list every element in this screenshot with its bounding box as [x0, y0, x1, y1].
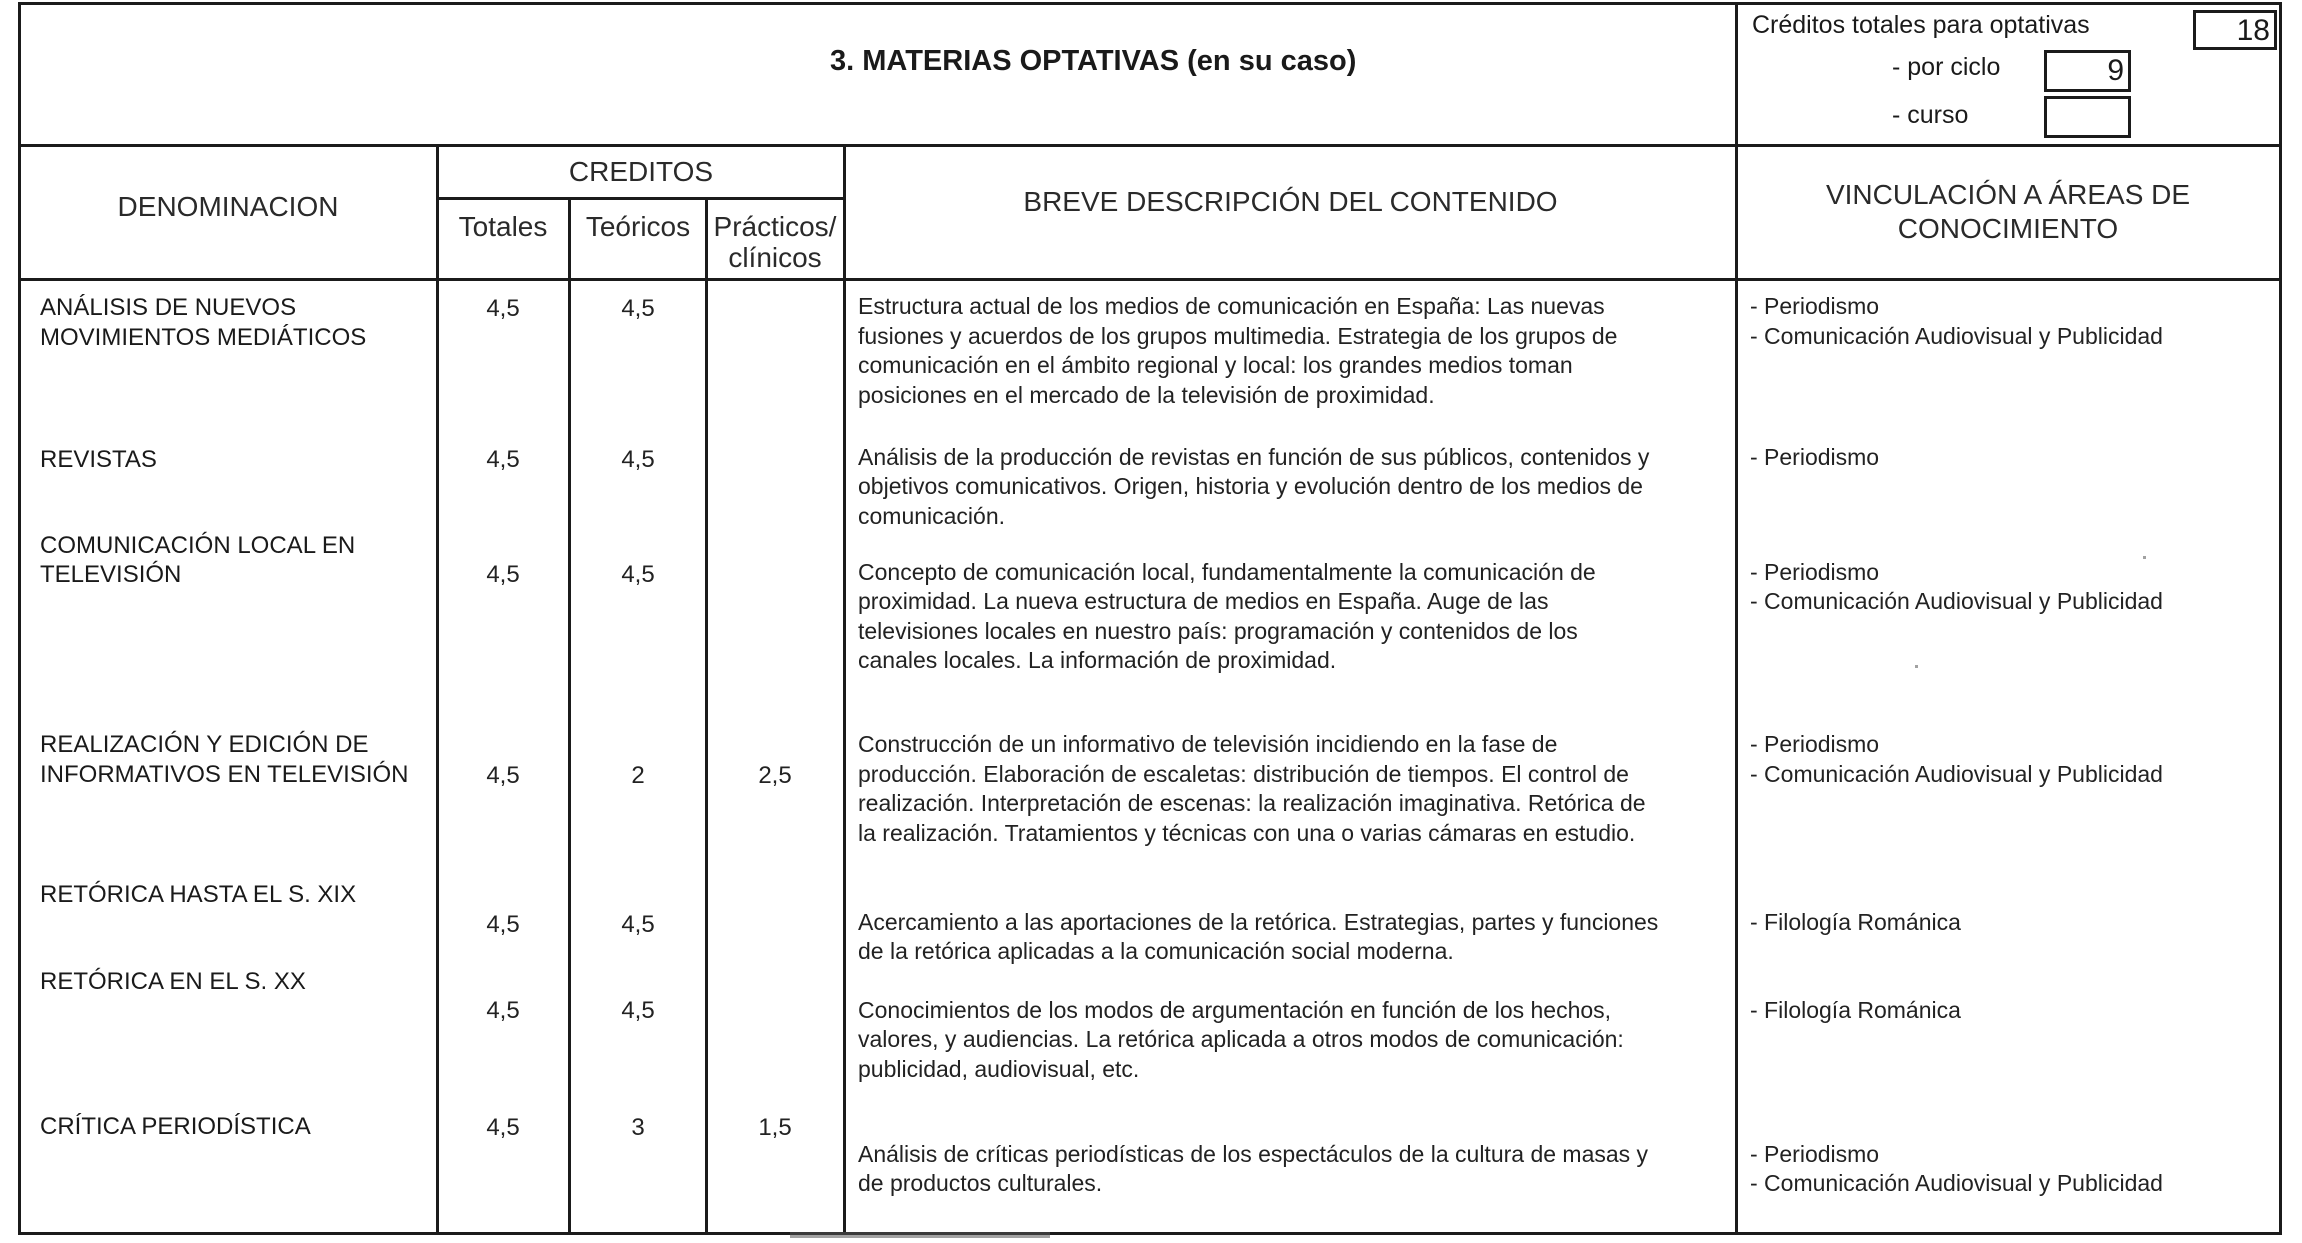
col-divider-practicos	[843, 144, 846, 1235]
row-description-line: Construcción de un informativo de televisión incidiendo en la fase de	[858, 731, 1558, 757]
per-cycle-box: 9	[2044, 50, 2131, 92]
row-description-line: producción. Elaboración de escaletas: distribución de tiempos. El control de	[858, 761, 1629, 787]
creditos-subheader-divider	[436, 197, 845, 200]
header-divider	[18, 144, 2282, 147]
row-area-line: - Periodismo	[1750, 1141, 1880, 1167]
col-header-descripcion: BREVE DESCRIPCIÓN DEL CONTENIDO	[1023, 186, 1558, 217]
row-teoricos: 2	[631, 762, 645, 789]
row-description-line: comunicación.	[858, 503, 1006, 529]
row-description-line: posiciones en el mercado de la televisión de proximidad.	[858, 382, 1435, 408]
row-description-line: Estructura actual de los medios de comunicación en España: Las nuevas	[858, 293, 1605, 319]
row-totales: 4,5	[486, 1114, 520, 1141]
row-area-line: - Periodismo	[1750, 444, 1880, 470]
scan-speck	[1915, 665, 1918, 668]
scan-smudge	[790, 1232, 1050, 1238]
row-teoricos: 4,5	[621, 446, 655, 473]
row-description-line: de la retórica aplicadas a la comunicación social moderna.	[858, 938, 1454, 964]
row-teoricos: 4,5	[621, 295, 655, 322]
row-description-line: fusiones y acuerdos de los grupos multimedia. Estrategia de los grupos de	[858, 323, 1618, 349]
row-description-line: valores, y audiencias. La retórica aplicada a otros modos de comunicación:	[858, 1026, 1624, 1052]
row-practicos: 1,5	[758, 1114, 792, 1141]
row-description-line: Análisis de críticas periodísticas de los espectáculos de la cultura de masas y	[858, 1141, 1649, 1167]
course-label: - curso	[1892, 101, 1969, 129]
row-name-line: ANÁLISIS DE NUEVOS	[40, 294, 297, 321]
row-name-line: RETÓRICA EN EL S. XX	[40, 968, 306, 995]
row-name-line: REALIZACIÓN Y EDICIÓN DE	[40, 731, 369, 758]
table-border-top	[18, 2, 2282, 5]
section-title: 3. MATERIAS OPTATIVAS (en su caso)	[830, 45, 1357, 77]
row-name-line: INFORMATIVOS EN TELEVISIÓN	[40, 761, 409, 788]
row-area-line: - Periodismo	[1750, 731, 1880, 757]
row-description-line: realización. Interpretación de escenas: la realización imaginativa. Retórica de	[858, 790, 1646, 816]
row-teoricos: 4,5	[621, 911, 655, 938]
row-area-line: - Periodismo	[1750, 559, 1880, 585]
row-name-line: MOVIMIENTOS MEDIÁTICOS	[40, 324, 367, 351]
col-divider-teoricos	[705, 197, 708, 1235]
row-area-line: - Comunicación Audiovisual y Publicidad	[1750, 588, 2163, 614]
row-description-line: Concepto de comunicación local, fundamentalmente la comunicación de	[858, 559, 1596, 585]
scan-speck	[2143, 556, 2146, 559]
col-header-vinculacion-line2: CONOCIMIENTO	[1897, 213, 2119, 244]
row-name-line: COMUNICACIÓN LOCAL EN	[40, 532, 356, 559]
credits-total-box: 18	[2193, 10, 2277, 50]
row-description-line: la realización. Tratamientos y técnicas con una o varias cámaras en estudio.	[858, 820, 1636, 846]
row-name-line: RETÓRICA HASTA EL S. XIX	[40, 881, 357, 908]
row-description-line: comunicación en el ámbito regional y local: los grandes medios toman	[858, 352, 1573, 378]
row-description-line: de productos culturales.	[858, 1170, 1103, 1196]
per-cycle-label: - por ciclo	[1892, 53, 2001, 81]
table-border-bottom	[18, 1232, 2282, 1235]
row-description-line: canales locales. La información de proximidad.	[858, 647, 1337, 673]
credits-total-label: Créditos totales para optativas	[1752, 11, 2090, 39]
col-header-practicos-line1: Prácticos/	[713, 211, 837, 242]
col-header-creditos: CREDITOS	[568, 156, 714, 187]
table-border-right	[2279, 2, 2282, 1235]
col-header-practicos-line2: clínicos	[728, 242, 822, 273]
row-totales: 4,5	[486, 295, 520, 322]
row-totales: 4,5	[486, 762, 520, 789]
row-totales: 4,5	[486, 997, 520, 1024]
row-description-line: publicidad, audiovisual, etc.	[858, 1056, 1140, 1082]
col-divider-totales	[568, 197, 571, 1235]
col-header-totales: Totales	[458, 211, 548, 242]
row-area-line: - Comunicación Audiovisual y Publicidad	[1750, 1170, 2163, 1196]
row-description-line: Acercamiento a las aportaciones de la retórica. Estrategias, partes y funciones	[858, 909, 1659, 935]
row-area-line: - Periodismo	[1750, 293, 1880, 319]
row-description-line: objetivos comunicativos. Origen, historia y evolución dentro de los medios de	[858, 473, 1643, 499]
row-description-line: televisiones locales en nuestro país: programación y contenidos de los	[858, 618, 1578, 644]
col-header-vinculacion-line1: VINCULACIÓN A ÁREAS DE	[1825, 179, 2191, 210]
row-totales: 4,5	[486, 446, 520, 473]
row-area-line: - Comunicación Audiovisual y Publicidad	[1750, 323, 2163, 349]
row-name-line: TELEVISIÓN	[40, 561, 182, 588]
table-border-left	[18, 2, 21, 1235]
row-area-line: - Filología Románica	[1750, 997, 1961, 1023]
row-name-line: REVISTAS	[40, 446, 157, 473]
column-header-divider	[18, 278, 2282, 281]
row-practicos: 2,5	[758, 762, 792, 789]
row-totales: 4,5	[486, 561, 520, 588]
row-teoricos: 4,5	[621, 997, 655, 1024]
row-description-line: Análisis de la producción de revistas en función de sus públicos, contenidos y	[858, 444, 1650, 470]
col-header-denominacion: DENOMINACION	[117, 191, 339, 222]
col-header-teoricos: Teóricos	[585, 211, 691, 242]
row-area-line: - Filología Románica	[1750, 909, 1961, 935]
row-totales: 4,5	[486, 911, 520, 938]
row-description-line: proximidad. La nueva estructura de medios en España. Auge de las	[858, 588, 1549, 614]
row-teoricos: 3	[631, 1114, 645, 1141]
row-teoricos: 4,5	[621, 561, 655, 588]
row-description-line: Conocimientos de los modos de argumentación en función de los hechos,	[858, 997, 1612, 1023]
course-box	[2044, 96, 2131, 138]
row-name-line: CRÍTICA PERIODÍSTICA	[40, 1113, 311, 1140]
row-area-line: - Comunicación Audiovisual y Publicidad	[1750, 761, 2163, 787]
